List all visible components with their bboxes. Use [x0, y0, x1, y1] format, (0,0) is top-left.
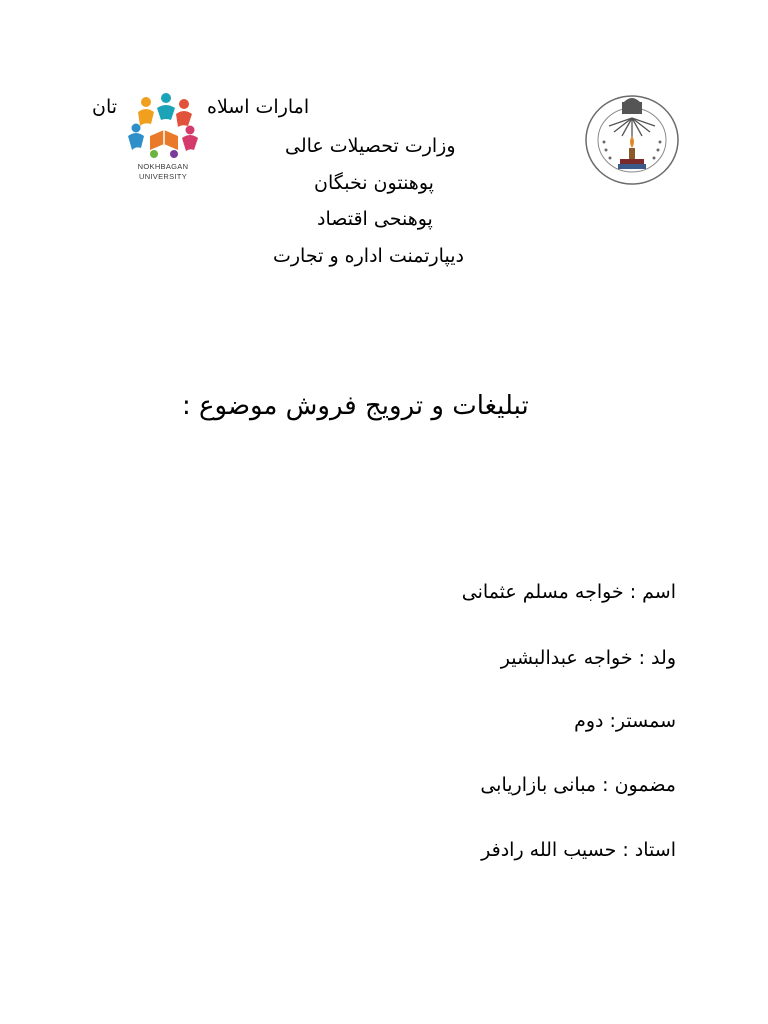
- header-line-faculty: پوهنحی اقتصاد: [317, 208, 433, 230]
- ministry-seal-icon: [582, 92, 682, 188]
- header-line-ministry: وزارت تحصیلات عالی: [285, 135, 456, 157]
- student-name: اسم : خواجه مسلم عثمانی: [461, 581, 676, 603]
- header-line-emirate-right: امارات اسلاه: [207, 96, 310, 118]
- ministry-seal-logo: [582, 92, 684, 188]
- header-line-department: دیپارتمنت اداره و تجارت: [273, 245, 464, 267]
- university-figures-icon: [124, 92, 204, 162]
- semester: سمستر: دوم: [574, 710, 676, 732]
- subject: مضمون : مبانی بازاریابی: [480, 774, 676, 796]
- header-line-university: پوهنتون نخبگان: [314, 172, 434, 194]
- topic-title: تبلیغات و ترویج فروش موضوع :: [182, 391, 529, 421]
- logo-text-nokhbagan: NOKHBAGAN: [137, 162, 189, 171]
- logo-text-university: UNIVERSITY: [138, 172, 187, 181]
- teacher: استاد : حسیب الله رادفر: [481, 839, 676, 861]
- header-line-emirate-left: تان: [92, 96, 118, 118]
- father-name: ولد : خواجه عبدالبشیر: [500, 647, 676, 669]
